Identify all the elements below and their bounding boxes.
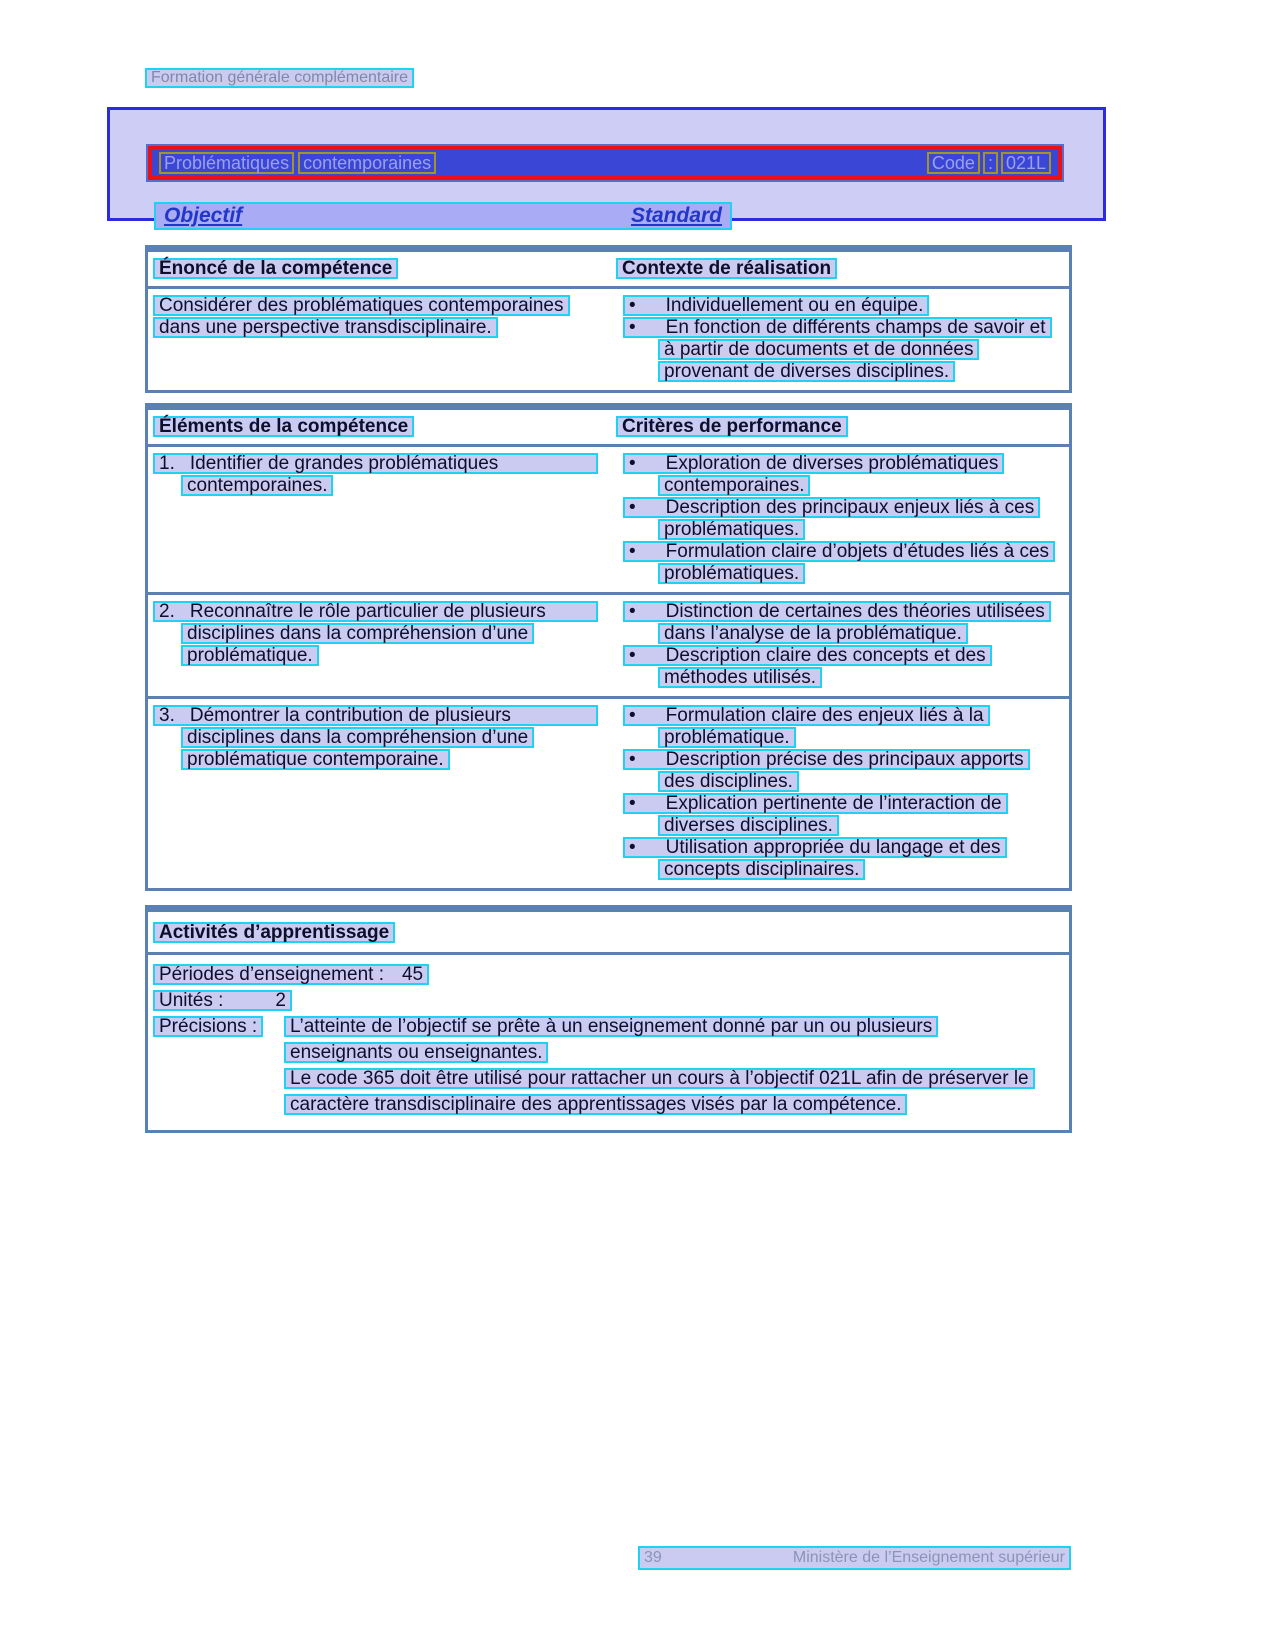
bullet-icon: • xyxy=(629,793,636,814)
bullet-icon: • xyxy=(629,749,636,770)
text-line: Considérer des problématiques contemporaines xyxy=(153,295,570,316)
text-line: En fonction de différents champs de savoir et xyxy=(665,317,1046,338)
text-line: Formulation claire d’objets d’études liés à ces xyxy=(665,541,1050,562)
contexte-cell xyxy=(610,295,1069,383)
text-line: Description des principaux enjeux liés à ces xyxy=(665,497,1035,518)
column-header: Contexte de réalisation xyxy=(616,258,837,279)
column-header: Critères de performance xyxy=(616,416,848,437)
text-line: Formulation claire des enjeux liés à la xyxy=(665,705,984,726)
bullet-icon: • xyxy=(629,645,636,666)
field-label: Précisions : xyxy=(153,1016,263,1037)
field-value: 2 xyxy=(275,990,286,1011)
course-code xyxy=(927,152,1051,174)
text-line: Utilisation appropriée du langage et des xyxy=(665,837,1001,858)
text-line: Individuellement ou en équipe. xyxy=(665,295,924,316)
element-cell xyxy=(148,601,610,689)
text-line: dans l’analyse de la problématique. xyxy=(658,623,968,644)
field-label: Unités : xyxy=(159,990,224,1011)
text-line: Exploration de diverses problématiques xyxy=(665,453,999,474)
text-line: des disciplines. xyxy=(658,771,799,792)
field-value: 45 xyxy=(401,964,424,985)
bullet-icon: • xyxy=(629,497,636,518)
competence-table xyxy=(145,245,1072,393)
text-line: contemporaines. xyxy=(658,475,810,496)
criteres-cell xyxy=(610,705,1069,881)
section-label-text: Formation générale complémentaire xyxy=(145,68,414,88)
table-row xyxy=(148,447,1069,592)
course-title xyxy=(159,152,436,174)
section-header: Activités d’apprentissage xyxy=(153,922,395,943)
precisions-row xyxy=(153,1016,1069,1120)
text-line: Explication pertinente de l’interaction de xyxy=(665,793,1002,814)
title-word: Problématiques xyxy=(159,152,294,174)
text-line: Le code 365 doit être utilisé pour rattacher un cours à l’objectif 021L afin de préserver le xyxy=(284,1068,1035,1089)
text-line: problématique. xyxy=(181,645,319,666)
column-header: Éléments de la compétence xyxy=(153,416,414,437)
title-bar-ocr-block xyxy=(148,146,1062,180)
bullet-icon: • xyxy=(629,837,636,858)
text-line: disciplines dans la compréhension d’une xyxy=(181,727,534,748)
element-cell xyxy=(148,453,610,585)
bullet-icon: • xyxy=(629,541,636,562)
table-row xyxy=(148,696,1069,888)
precisions-text xyxy=(284,1016,1069,1120)
text-line: disciplines dans la compréhension d’une xyxy=(181,623,534,644)
page-footer xyxy=(638,1546,1071,1570)
bullet-icon: • xyxy=(629,601,636,622)
text-line: problématique. xyxy=(658,727,796,748)
bullet-icon: • xyxy=(629,295,636,316)
text-line: Distinction de certaines des théories utilisées xyxy=(665,601,1045,622)
elements-table-header xyxy=(148,410,1069,447)
text-line: contemporaines. xyxy=(181,475,333,496)
text-line: enseignants ou enseignantes. xyxy=(284,1042,548,1063)
standard-heading: Standard xyxy=(630,204,722,227)
activites-table-header xyxy=(148,912,1069,955)
objective-header-box xyxy=(107,107,1106,227)
page-number: 39 xyxy=(644,1549,662,1566)
elements-table xyxy=(145,403,1072,891)
text-line: problématique contemporaine. xyxy=(181,749,450,770)
text-line: Identifier de grandes problématiques xyxy=(189,453,499,474)
text-line: dans une perspective transdisciplinaire. xyxy=(153,317,498,338)
text-line: Démontrer la contribution de plusieurs xyxy=(189,705,511,726)
text-line: provenant de diverses disciplines. xyxy=(658,361,955,382)
section-label xyxy=(145,68,414,88)
text-line: Description claire des concepts et des xyxy=(665,645,986,666)
text-line: à partir de documents et de données xyxy=(658,339,979,360)
text-line: problématiques. xyxy=(658,519,805,540)
enonce-cell xyxy=(148,295,610,383)
text-line: Description précise des principaux apports xyxy=(665,749,1024,770)
activites-table xyxy=(145,905,1072,1133)
text-line: L’atteinte de l’objectif se prête à un enseignement donné par un ou plusieurs xyxy=(284,1016,938,1037)
bullet-icon: • xyxy=(629,705,636,726)
code-separator: : xyxy=(983,152,998,174)
ministry-name: Ministère de l’Enseignement supérieur xyxy=(792,1549,1065,1566)
table-row xyxy=(148,592,1069,696)
item-number: 1. xyxy=(159,453,175,474)
bullet-icon: • xyxy=(629,453,636,474)
item-number: 3. xyxy=(159,705,175,726)
title-word: contemporaines xyxy=(298,152,436,174)
text-line: méthodes utilisés. xyxy=(658,667,822,688)
activites-body xyxy=(148,955,1069,1130)
text-line: problématiques. xyxy=(658,563,805,584)
criteres-cell xyxy=(610,601,1069,689)
objectif-heading: Objectif xyxy=(164,204,243,227)
competence-table-header xyxy=(148,252,1069,289)
text-line: Reconnaître le rôle particulier de plusieurs xyxy=(189,601,546,622)
text-line: concepts disciplinaires. xyxy=(658,859,865,880)
criteres-cell xyxy=(610,453,1069,585)
field-label: Périodes d’enseignement : xyxy=(159,964,384,985)
title-bar xyxy=(146,144,1064,182)
item-number: 2. xyxy=(159,601,175,622)
element-cell xyxy=(148,705,610,881)
objectif-standard-row xyxy=(154,202,732,230)
code-label: Code xyxy=(927,152,980,174)
code-value: 021L xyxy=(1001,152,1051,174)
column-header: Énoncé de la compétence xyxy=(153,258,398,279)
table-row xyxy=(148,289,1069,390)
text-line: caractère transdisciplinaire des apprentissages visés par la compétence. xyxy=(284,1094,907,1115)
text-line: diverses disciplines. xyxy=(658,815,839,836)
bullet-icon: • xyxy=(629,317,636,338)
